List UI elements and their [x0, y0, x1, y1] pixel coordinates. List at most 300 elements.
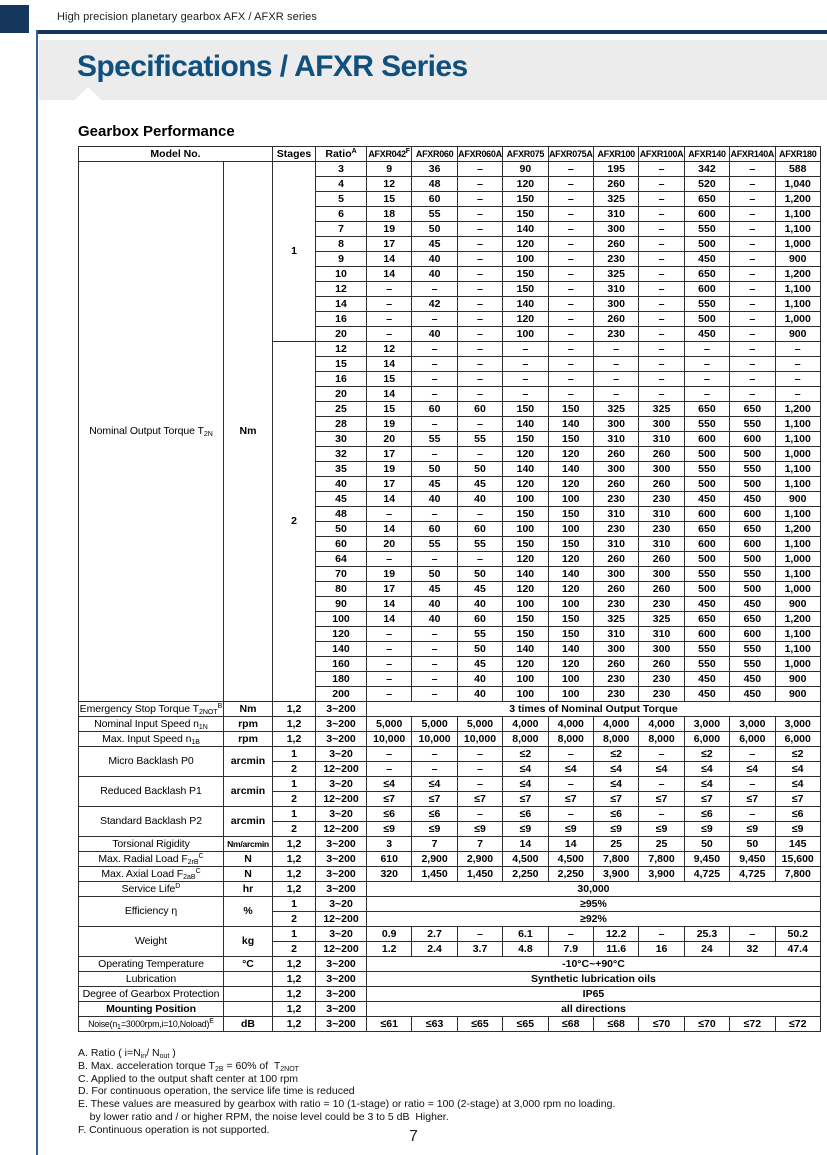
value-cell: ≤2	[593, 747, 638, 762]
value-cell: 300	[593, 567, 638, 582]
value-cell: 300	[593, 642, 638, 657]
ratio-range-cell: 3~20	[316, 777, 367, 792]
value-cell: –	[457, 327, 502, 342]
value-cell: 40	[457, 672, 502, 687]
value-cell: 140	[503, 297, 548, 312]
value-cell: ≤4	[593, 762, 638, 777]
span-value-cell: 3 times of Nominal Output Torque	[367, 702, 821, 717]
value-cell: –	[730, 747, 775, 762]
value-cell: 14	[367, 387, 412, 402]
model-no-header: Model No.	[79, 147, 273, 162]
value-cell: ≤7	[684, 792, 729, 807]
ratio-cell: 12	[316, 282, 367, 297]
value-cell: 550	[684, 642, 729, 657]
value-cell: ≤4	[503, 762, 548, 777]
value-cell: ≤63	[412, 1017, 457, 1032]
value-cell: 550	[730, 657, 775, 672]
value-cell: –	[684, 357, 729, 372]
ratio-range-cell: 3~200	[316, 867, 367, 882]
value-cell: 50	[412, 567, 457, 582]
value-cell: 260	[593, 477, 638, 492]
footnote-line: A. Ratio ( $i=N_{in}/$ $N_{out}$ )	[78, 1047, 176, 1060]
value-cell: 120	[503, 237, 548, 252]
value-cell: –	[412, 507, 457, 522]
value-cell: –	[548, 807, 593, 822]
value-cell: 600	[684, 432, 729, 447]
value-cell: 450	[684, 327, 729, 342]
value-cell: ≤72	[730, 1017, 775, 1032]
value-cell: –	[684, 372, 729, 387]
ratio-cell: 20	[316, 387, 367, 402]
value-cell: 150	[548, 507, 593, 522]
spec-row	[79, 852, 821, 867]
value-cell: –	[548, 777, 593, 792]
value-cell: –	[412, 642, 457, 657]
value-cell: 310	[593, 207, 638, 222]
value-cell: 45	[412, 477, 457, 492]
value-cell: 1,100	[775, 462, 820, 477]
value-cell: 1,450	[412, 867, 457, 882]
ratio-range-cell: 3~200	[316, 1017, 367, 1032]
value-cell: –	[548, 327, 593, 342]
ratio-cell: 14	[316, 297, 367, 312]
value-cell: –	[684, 387, 729, 402]
value-cell: ≤70	[684, 1017, 729, 1032]
value-cell: 36	[412, 162, 457, 177]
value-cell: 120	[548, 477, 593, 492]
value-cell: 40	[457, 597, 502, 612]
ratio-cell: 15	[316, 357, 367, 372]
value-cell: 7,800	[639, 852, 684, 867]
value-cell: 50	[457, 642, 502, 657]
value-cell: 55	[412, 432, 457, 447]
value-cell: –	[730, 777, 775, 792]
value-cell: –	[639, 222, 684, 237]
value-cell: 15	[367, 192, 412, 207]
value-cell: –	[367, 282, 412, 297]
value-cell: 1,000	[775, 312, 820, 327]
value-cell: –	[639, 312, 684, 327]
value-cell: –	[457, 207, 502, 222]
value-cell: 50	[684, 837, 729, 852]
value-cell: 450	[684, 492, 729, 507]
value-cell: ≤7	[775, 792, 820, 807]
value-cell: –	[730, 372, 775, 387]
value-cell: –	[639, 177, 684, 192]
stage-cell: 1,2	[273, 852, 316, 867]
value-cell: 145	[775, 837, 820, 852]
stage-cell: 1,2	[273, 987, 316, 1002]
value-cell: 260	[593, 312, 638, 327]
value-cell: 550	[684, 567, 729, 582]
ratio-range-cell: 3~200	[316, 852, 367, 867]
value-cell: –	[457, 762, 502, 777]
spec-row	[79, 927, 821, 942]
value-cell: 310	[593, 507, 638, 522]
value-cell: ≤4	[593, 777, 638, 792]
spec-row	[79, 987, 821, 1002]
value-cell: 600	[684, 207, 729, 222]
stage-cell: 1,2	[273, 1002, 316, 1017]
value-cell: 100	[503, 327, 548, 342]
value-cell: 310	[639, 537, 684, 552]
value-cell: 230	[593, 252, 638, 267]
value-cell: –	[457, 387, 502, 402]
stage-cell: 1,2	[273, 702, 316, 717]
value-cell: 600	[684, 537, 729, 552]
value-cell: ≤68	[593, 1017, 638, 1032]
value-cell: –	[412, 372, 457, 387]
value-cell: –	[548, 282, 593, 297]
value-cell: 17	[367, 582, 412, 597]
value-cell: 1,000	[775, 657, 820, 672]
value-cell: 150	[503, 282, 548, 297]
value-cell: –	[548, 387, 593, 402]
footnote-line: D. For continuous operation, the service life time is reduced	[78, 1085, 355, 1098]
value-cell: 3,900	[593, 867, 638, 882]
value-cell: 6,000	[775, 732, 820, 747]
value-cell: –	[367, 657, 412, 672]
value-cell: 50	[730, 837, 775, 852]
value-cell: ≤7	[503, 792, 548, 807]
footnote-line: by lower ratio and / or higher RPM, the noise level could be 3 to 5 dB Higher.	[78, 1110, 449, 1123]
span-value-cell: 30,000	[367, 882, 821, 897]
value-cell: 9,450	[730, 852, 775, 867]
value-cell: 320	[367, 867, 412, 882]
value-cell: 1,100	[775, 417, 820, 432]
ratio-cell: 180	[316, 672, 367, 687]
value-cell: ≤4	[684, 762, 729, 777]
value-cell: 260	[639, 657, 684, 672]
value-cell: –	[548, 267, 593, 282]
ratio-cell: 35	[316, 462, 367, 477]
ratio-cell: 48	[316, 507, 367, 522]
value-cell: –	[593, 342, 638, 357]
value-cell: 150	[503, 507, 548, 522]
value-cell: –	[367, 672, 412, 687]
value-cell: 1,000	[775, 447, 820, 462]
spec-label: Efficiency η	[79, 897, 224, 927]
value-cell: –	[548, 177, 593, 192]
value-cell: 900	[775, 492, 820, 507]
value-cell: –	[367, 327, 412, 342]
stages-header: Stages	[273, 147, 316, 162]
value-cell: –	[457, 252, 502, 267]
value-cell: –	[730, 357, 775, 372]
value-cell: –	[412, 312, 457, 327]
value-cell: 45	[412, 237, 457, 252]
value-cell: –	[503, 372, 548, 387]
value-cell: –	[548, 312, 593, 327]
value-cell: 260	[639, 477, 684, 492]
spec-unit: N	[224, 852, 273, 867]
spec-label: Operating Temperature	[79, 957, 224, 972]
ratio-cell: 16	[316, 312, 367, 327]
value-cell: ≤65	[457, 1017, 502, 1032]
spec-unit: °C	[224, 957, 273, 972]
ratio-cell: 9	[316, 252, 367, 267]
ratio-cell: 90	[316, 597, 367, 612]
value-cell: 230	[593, 687, 638, 702]
ratio-range-cell: 12~200	[316, 822, 367, 837]
value-cell: 50	[412, 462, 457, 477]
value-cell: 260	[639, 552, 684, 567]
value-cell: 450	[684, 687, 729, 702]
section-heading: Gearbox Performance	[78, 123, 235, 140]
ratio-cell: 12	[316, 342, 367, 357]
ratio-cell: 20	[316, 327, 367, 342]
value-cell: –	[412, 387, 457, 402]
spec-row	[79, 897, 821, 912]
value-cell: 10,000	[457, 732, 502, 747]
value-cell: –	[730, 282, 775, 297]
value-cell: 55	[412, 537, 457, 552]
ratio-cell: 45	[316, 492, 367, 507]
span-value-cell: IP65	[367, 987, 821, 1002]
value-cell: ≤7	[639, 792, 684, 807]
value-cell: –	[730, 222, 775, 237]
value-cell: 325	[593, 267, 638, 282]
span-value-cell: ≥92%	[367, 912, 821, 927]
page-number: 7	[409, 1128, 418, 1145]
span-value-cell: Synthetic lubrication oils	[367, 972, 821, 987]
value-cell: 40	[412, 597, 457, 612]
value-cell: 7,800	[593, 852, 638, 867]
ratio-cell: 5	[316, 192, 367, 207]
value-cell: 40	[412, 267, 457, 282]
value-cell: –	[639, 192, 684, 207]
value-cell: ≤7	[548, 792, 593, 807]
running-header-text: High precision planetary gearbox AFX / AFXR series	[57, 11, 317, 23]
value-cell: 1,100	[775, 477, 820, 492]
value-cell: 610	[367, 852, 412, 867]
value-cell: 1,100	[775, 627, 820, 642]
value-cell: ≤65	[503, 1017, 548, 1032]
stage-cell: 1,2	[273, 717, 316, 732]
value-cell: –	[457, 267, 502, 282]
stage-cell: 1,2	[273, 882, 316, 897]
value-cell: 140	[548, 642, 593, 657]
ratio-range-cell: 12~200	[316, 942, 367, 957]
value-cell: ≤9	[367, 822, 412, 837]
value-cell: 55	[457, 627, 502, 642]
ratio-cell: 70	[316, 567, 367, 582]
value-cell: 55	[457, 537, 502, 552]
spec-unit: arcmin	[224, 747, 273, 777]
value-cell: 5,000	[367, 717, 412, 732]
value-cell: 100	[503, 492, 548, 507]
value-cell: 17	[367, 237, 412, 252]
ratio-cell: 32	[316, 447, 367, 462]
value-cell: ≤7	[457, 792, 502, 807]
value-cell: 150	[548, 432, 593, 447]
value-cell: 120	[503, 582, 548, 597]
value-cell: 300	[593, 417, 638, 432]
value-cell: 650	[684, 402, 729, 417]
value-cell: –	[730, 267, 775, 282]
value-cell: –	[367, 297, 412, 312]
spec-row	[79, 837, 821, 852]
value-cell: –	[367, 687, 412, 702]
value-cell: 1,200	[775, 192, 820, 207]
ratio-range-cell: 12~200	[316, 792, 367, 807]
value-cell: 1,100	[775, 567, 820, 582]
value-cell: 60	[457, 612, 502, 627]
value-cell: 40	[457, 492, 502, 507]
footnote-line: C. Applied to the output shaft center at 100 rpm	[78, 1072, 299, 1085]
value-cell: –	[548, 357, 593, 372]
value-cell: 3	[367, 837, 412, 852]
value-cell: –	[412, 747, 457, 762]
model-column-header: $AFXR042^F$	[367, 147, 412, 162]
model-column-header: AFXR140A	[730, 147, 775, 162]
value-cell: 100	[548, 492, 593, 507]
value-cell: 1,100	[775, 432, 820, 447]
value-cell: 140	[548, 462, 593, 477]
value-cell: 32	[730, 942, 775, 957]
value-cell: 20	[367, 432, 412, 447]
value-cell: –	[503, 357, 548, 372]
value-cell: –	[639, 777, 684, 792]
value-cell: 120	[503, 657, 548, 672]
ratio-cell: 7	[316, 222, 367, 237]
value-cell: 900	[775, 672, 820, 687]
value-cell: 100	[503, 672, 548, 687]
value-cell: –	[457, 177, 502, 192]
spec-unit: Nm/arcmin	[224, 837, 273, 852]
value-cell: ≤6	[775, 807, 820, 822]
value-cell: 600	[684, 507, 729, 522]
value-cell: 310	[639, 507, 684, 522]
value-cell: ≤4	[639, 762, 684, 777]
value-cell: 300	[593, 297, 638, 312]
ratio-range-cell: 12~200	[316, 762, 367, 777]
value-cell: ≤9	[684, 822, 729, 837]
value-cell: 14	[367, 267, 412, 282]
value-cell: 650	[730, 402, 775, 417]
spec-unit: arcmin	[224, 777, 273, 807]
value-cell: 500	[730, 477, 775, 492]
value-cell: 60	[457, 522, 502, 537]
ratio-cell: 28	[316, 417, 367, 432]
value-cell: 900	[775, 597, 820, 612]
value-cell: 1,000	[775, 582, 820, 597]
value-cell: 600	[730, 627, 775, 642]
value-cell: –	[457, 282, 502, 297]
value-cell: –	[730, 387, 775, 402]
ratio-range-cell: 3~200	[316, 717, 367, 732]
value-cell: 310	[593, 627, 638, 642]
value-cell: –	[412, 687, 457, 702]
value-cell: –	[457, 447, 502, 462]
value-cell: –	[639, 357, 684, 372]
spec-unit: Nm	[224, 702, 273, 717]
value-cell: –	[457, 297, 502, 312]
value-cell: ≤2	[775, 747, 820, 762]
torque-unit: Nm	[224, 162, 273, 702]
value-cell: –	[593, 387, 638, 402]
ratio-cell: 6	[316, 207, 367, 222]
footnote-line: B. Max. acceleration torque $T_{2B} = 60\%$ of $T_{2NOT}$	[78, 1059, 299, 1073]
value-cell: –	[412, 417, 457, 432]
value-cell: 19	[367, 417, 412, 432]
value-cell: 550	[730, 417, 775, 432]
value-cell: 45	[457, 477, 502, 492]
value-cell: 2,900	[412, 852, 457, 867]
value-cell: 40	[412, 252, 457, 267]
spec-label: Max. Input Speed $n_{1B}$	[79, 732, 224, 747]
page-title: Specifications / AFXR Series	[77, 50, 468, 83]
value-cell: ≤6	[503, 807, 548, 822]
value-cell: 1,200	[775, 612, 820, 627]
value-cell: –	[457, 507, 502, 522]
ratio-range-cell: 3~20	[316, 747, 367, 762]
ratio-cell: 64	[316, 552, 367, 567]
value-cell: 520	[684, 177, 729, 192]
value-cell: 1,450	[457, 867, 502, 882]
stage-cell: 1,2	[273, 957, 316, 972]
value-cell: 1,200	[775, 522, 820, 537]
ratio-header: Ratio$^A$	[316, 147, 367, 162]
value-cell: 1,100	[775, 537, 820, 552]
value-cell: 150	[503, 432, 548, 447]
value-cell: –	[639, 162, 684, 177]
footnote-line: E. These values are measured by gearbox with ratio = 10 (1-stage) or ratio = 100 (2-stage) at 3,000 rpm no loading.	[78, 1098, 616, 1111]
value-cell: 230	[639, 492, 684, 507]
value-cell: 40	[412, 327, 457, 342]
value-cell: 45	[412, 582, 457, 597]
value-cell: 230	[639, 687, 684, 702]
value-cell: 600	[730, 507, 775, 522]
value-cell: 8,000	[548, 732, 593, 747]
value-cell: 55	[457, 432, 502, 447]
value-cell: ≤2	[503, 747, 548, 762]
value-cell: 1,040	[775, 177, 820, 192]
value-cell: –	[593, 357, 638, 372]
ratio-cell: 160	[316, 657, 367, 672]
value-cell: 260	[639, 447, 684, 462]
value-cell: 550	[730, 642, 775, 657]
value-cell: 650	[684, 192, 729, 207]
value-cell: 100	[548, 522, 593, 537]
value-cell: 90	[503, 162, 548, 177]
value-cell: 120	[548, 552, 593, 567]
value-cell: 260	[593, 657, 638, 672]
gearbox-performance-table	[78, 146, 821, 1032]
value-cell: 310	[639, 627, 684, 642]
value-cell: –	[730, 192, 775, 207]
value-cell: –	[730, 177, 775, 192]
spec-unit: rpm	[224, 732, 273, 747]
ratio-range-cell: 3~200	[316, 957, 367, 972]
spec-unit	[224, 972, 273, 987]
value-cell: 60	[412, 192, 457, 207]
value-cell: 45	[457, 657, 502, 672]
value-cell: ≤4	[775, 762, 820, 777]
value-cell: ≤61	[367, 1017, 412, 1032]
value-cell: –	[730, 207, 775, 222]
value-cell: 14	[367, 612, 412, 627]
value-cell: ≤4	[503, 777, 548, 792]
spec-row	[79, 882, 821, 897]
spec-row	[79, 867, 821, 882]
value-cell: 9,450	[684, 852, 729, 867]
ratio-range-cell: 3~20	[316, 927, 367, 942]
spec-row	[79, 702, 821, 717]
ratio-cell: 16	[316, 372, 367, 387]
footnotes	[78, 1047, 615, 1137]
spec-unit: hr	[224, 882, 273, 897]
